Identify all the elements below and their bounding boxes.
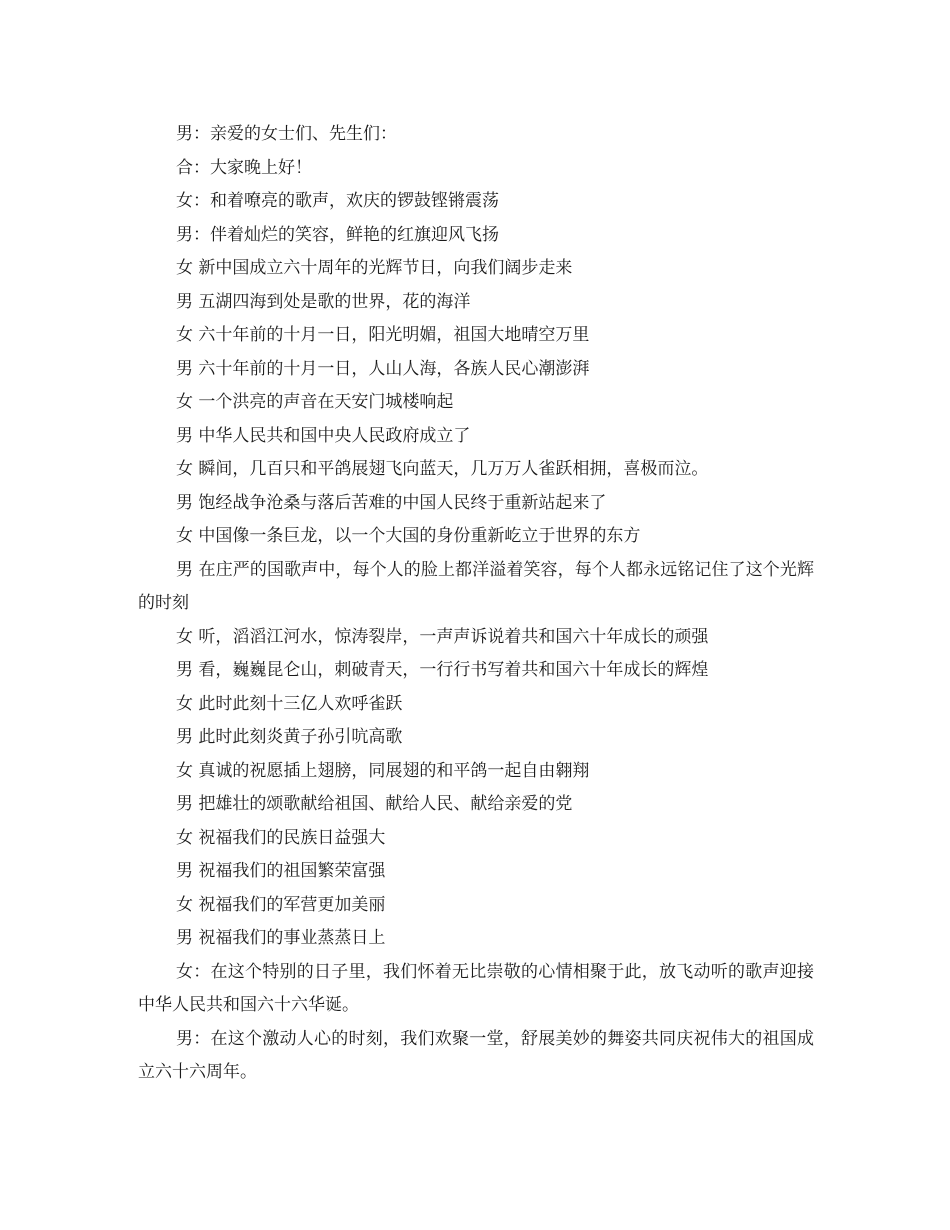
line-female: 女 中国像一条巨龙，以一个大国的身份重新屹立于世界的东方 bbox=[176, 526, 641, 546]
line-male: 男 饱经战争沧桑与落后苦难的中国人民终于重新站起来了 bbox=[176, 492, 607, 513]
line-female: 女 祝福我们的民族日益强大 bbox=[176, 827, 386, 848]
line-male: 男 此时此刻炎黄子孙引吭高歌 bbox=[176, 727, 403, 747]
line-male: 男 看，巍巍昆仑山，刺破青天，一行行书写着共和国六十年成长的辉煌 bbox=[176, 660, 709, 680]
document-body bbox=[138, 118, 814, 1090]
line-female: 女 一个洪亮的声音在天安门城楼响起 bbox=[176, 392, 454, 412]
line-male: 男 祝福我们的祖国繁荣富强 bbox=[176, 861, 386, 881]
line-male: 男 把雄壮的颂歌献给祖国、献给人民、献给亲爱的党 bbox=[176, 794, 573, 814]
line-male: 男 六十年前的十月一日，人山人海，各族人民心潮澎湃 bbox=[176, 358, 590, 379]
line-female: 女 瞬间，几百只和平鸽展翅飞向蓝天，几万万人雀跃相拥，喜极而泣。 bbox=[176, 459, 709, 479]
line-greeting: 男：亲爱的女士们、先生们： bbox=[176, 124, 397, 144]
line-male: 男 五湖四海到处是歌的世界，花的海洋 bbox=[176, 291, 471, 312]
line-female: 女 祝福我们的军营更加美丽 bbox=[176, 894, 386, 915]
line-female: 女 真诚的祝愿插上翅膀，同展翅的和平鸽一起自由翱翔 bbox=[176, 760, 590, 781]
line-male: 男 祝福我们的事业蒸蒸日上 bbox=[176, 928, 386, 948]
line-female: 女：和着嘹亮的歌声，欢庆的锣鼓铿锵震荡 bbox=[176, 191, 499, 211]
line-male: 男 在庄严的国歌声中，每个人的脸上都洋溢着笑容，每个人都永远铭记住了这个光辉的时刻 bbox=[138, 559, 814, 613]
line-female: 女 新中国成立六十周年的光辉节日，向我们阔步走来 bbox=[176, 258, 573, 278]
line-male: 男：在这个激动人心的时刻，我们欢聚一堂，舒展美妙的舞姿共同庆祝伟大的祖国成立六十六周年。 bbox=[138, 1028, 814, 1082]
line-chorus: 合：大家晚上好！ bbox=[176, 157, 312, 178]
line-male: 男 中华人民共和国中央人民政府成立了 bbox=[176, 425, 471, 446]
line-female: 女：在这个特别的日子里，我们怀着无比崇敬的心情相聚于此，放飞动听的歌声迎接中华人民共和国六十六华诞。 bbox=[138, 961, 814, 1015]
line-male: 男：伴着灿烂的笑容，鲜艳的红旗迎风飞扬 bbox=[176, 224, 499, 245]
line-female: 女 此时此刻十三亿人欢呼雀跃 bbox=[176, 693, 403, 714]
line-female: 女 听，滔滔江河水，惊涛裂岸，一声声诉说着共和国六十年成长的顽强 bbox=[176, 626, 709, 647]
line-female: 女 六十年前的十月一日，阳光明媚，祖国大地晴空万里 bbox=[176, 325, 590, 345]
